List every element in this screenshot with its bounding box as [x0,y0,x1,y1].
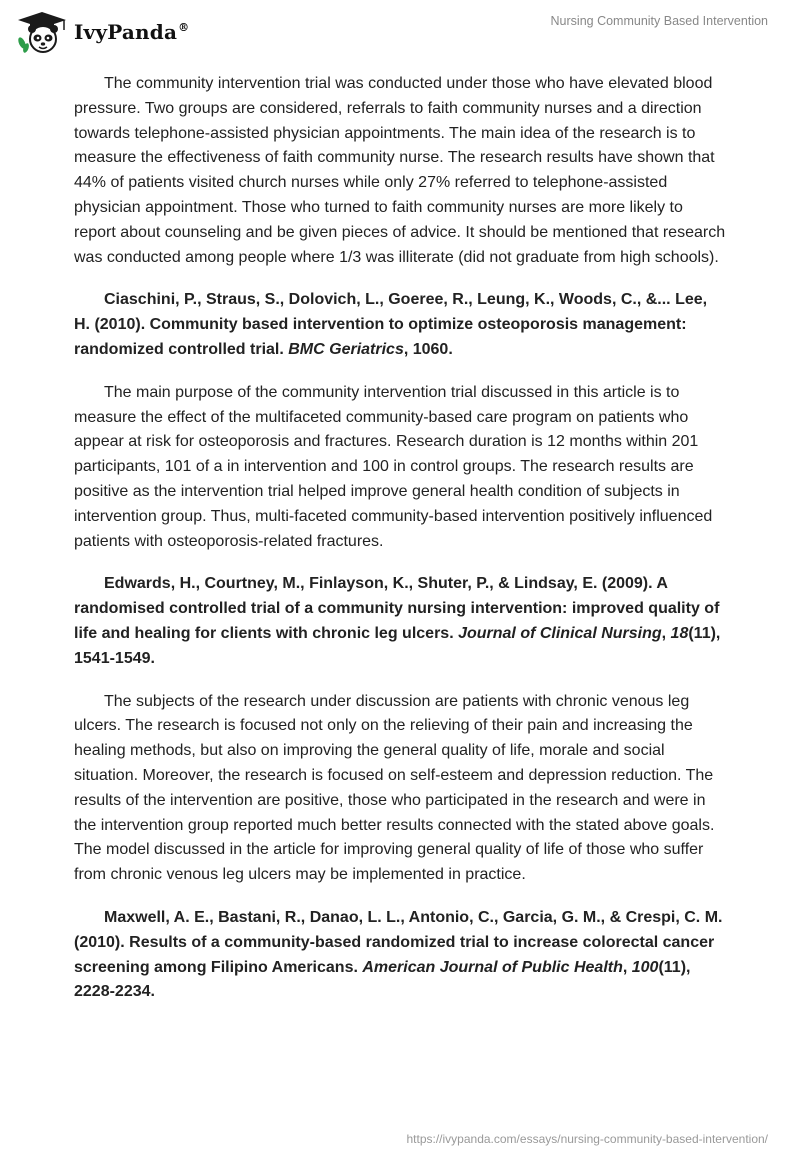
reference-tail: (11), 2228-2234. [74,958,691,1001]
essay-body [74,72,726,1023]
reference-volume: 18 [670,624,689,642]
reference-ciaschini [74,288,726,362]
reference-maxwell [74,906,726,1005]
source-url[interactable]: https://ivypanda.com/essays/nursing-community-based-intervention/ [406,1132,768,1146]
paragraph-3: The subjects of the research under discussion are patients with chronic venous leg ulcers. The research is focused not only on the relieving of their pain and increasing the healing methods, but also on improving the general quality of life, morale and social situation. Moreover, the research is focused on self-esteem and depression reduction. The results of the intervention are positive, those who participated in the research and were in the intervention group reported much better results connected with the stated above goals. The model discussed in the article for improving general quality of life of those who suffer from chronic venous leg ulcers may be implemented in practice. [74,692,715,884]
ivypanda-logo[interactable] [14,10,189,54]
reference-tail: (11), 1541-1549. [74,624,721,667]
reference-journal: American Journal of Public Health [362,958,623,976]
reference-journal: BMC Geriatrics [288,340,404,358]
reference-edwards [74,572,726,671]
reference-text: Ciaschini, P., Straus, S., Dolovich, L., Goeree, R., Leung, K., Woods, C., &... Lee, H. (2010). Community based intervention to optimize osteoporosis management: randomized controlled trial. [74,291,708,358]
reference-journal: Journal of Clinical Nursing [458,624,662,642]
brand-name: IvyPanda® [74,20,190,44]
panda-graduate-icon [14,10,70,54]
page-header [0,0,800,60]
reference-separator: , [622,958,632,976]
reference-volume: 100 [631,958,659,976]
reference-text: Edwards, H., Courtney, M., Finlayson, K., Shuter, P., & Lindsay, E. (2009). A randomised controlled trial of a community nursing intervention: improved quality of life and healing for clients with chronic leg ulcers. [74,575,720,642]
paragraph-1: The community intervention trial was conducted under those who have elevated blood pressure. Two groups are considered, referrals to faith community nurses and a direction towards telephone-assisted physician appointments. The main idea of the research is to measure the effectiveness of faith community nurse. The research results have shown that 44% of patients visited church nurses while only 27% referred to telephone-assisted physician appointment. Those who turned to faith community nurses are more likely to report about counseling and be given pieces of advice. It should be mentioned that research was conducted among people where 1/3 was illiterate (did not graduate from high schools). [74,75,726,266]
paragraph-2: The main purpose of the community intervention trial discussed in this article is to measure the effect of the multifaceted community-based care program on patients who appear at risk for osteoporosis and fractures. Research duration is 12 months within 201 participants, 101 of a in intervention and 100 in control groups. The research results are positive as the intervention trial helped improve general health condition of subjects in intervention group. Thus, multi-faceted community-based intervention positively influenced patients with osteoporosis-related fractures. [74,383,713,550]
reference-tail: , 1060. [403,340,453,358]
document-title: Nursing Community Based Intervention [550,14,768,28]
reference-separator: , [661,624,671,642]
reference-text: Maxwell, A. E., Bastani, R., Danao, L. L., Antonio, C., Garcia, G. M., & Crespi, C. M. (2010). Results of a community-based randomized trial to increase colorectal cancer screening among Filipino Americans. [74,908,723,976]
registered-mark: ® [178,21,190,35]
